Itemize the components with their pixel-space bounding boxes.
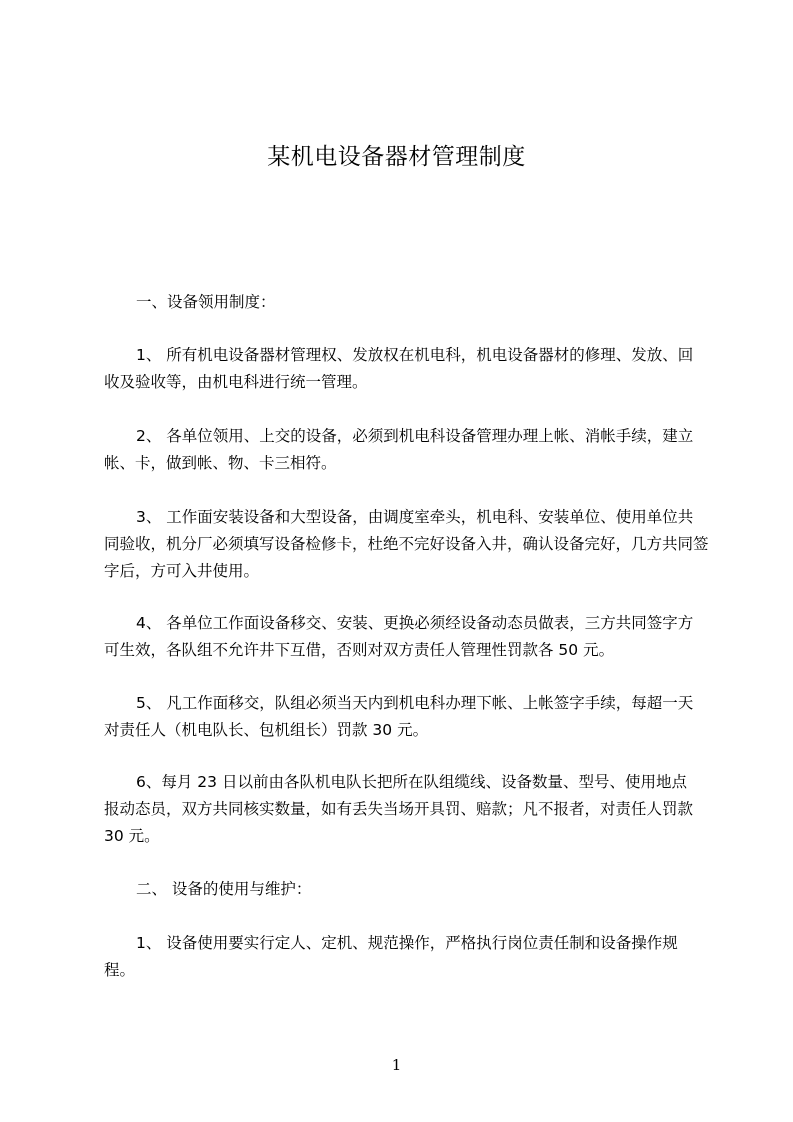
- paragraph-6-line-1: 6、每月 23 日以前由各队机电队长把所在队组缆线、设备数量、型号、使用地点: [136, 773, 687, 791]
- paragraph-3-line-2: 同验收，机分厂必须填写设备检修卡，杜绝不完好设备入井，确认设备完好，几方共同签: [104, 535, 709, 553]
- paragraph-7-line-2: 程。: [104, 961, 136, 979]
- paragraph-5-line-1: 5、 凡工作面移交，队组必须当天内到机电科办理下帐、上帐签字手续，每超一天: [136, 694, 694, 712]
- paragraph-1-line-1: 1、 所有机电设备器材管理权、发放权在机电科，机电设备器材的修理、发放、回: [136, 346, 694, 364]
- paragraph-2-line-2: 帐、卡，做到帐、物、卡三相符。: [104, 454, 337, 472]
- paragraph-6-line-2: 报动态员，双方共同核实数量，如有丢失当场开具罚、赔款；凡不报者，对责任人罚款: [104, 800, 694, 818]
- paragraph-3-line-1: 3、 工作面安装设备和大型设备，由调度室牵头，机电科、安装单位、使用单位共: [136, 508, 694, 526]
- paragraph-3-line-3: 字后，方可入井使用。: [104, 562, 260, 580]
- paragraph-4-line-1: 4、 各单位工作面设备移交、安装、更换必须经设备动态员做表，三方共同签字方: [136, 614, 694, 632]
- paragraph-1-line-2: 收及验收等，由机电科进行统一管理。: [104, 373, 368, 391]
- paragraph-6-line-3: 30 元。: [104, 827, 160, 845]
- paragraph-5-line-2: 对责任人（机电队长、包机组长）罚款 30 元。: [104, 721, 429, 739]
- paragraph-4-line-2: 可生效，各队组不允许井下互借，否则对双方责任人管理性罚款各 50 元。: [104, 641, 615, 659]
- paragraph-7-line-1: 1、 设备使用要实行定人、定机、规范操作，严格执行岗位责任制和设备操作规: [136, 934, 678, 952]
- section-heading-use-and-maintenance: 二、 设备的使用与维护：: [136, 880, 312, 898]
- paragraph-2-line-1: 2、 各单位领用、上交的设备，必须到机电科设备管理办理上帐、消帐手续，建立: [136, 427, 694, 445]
- section-heading-equipment-requisition: 一、设备领用制度：: [136, 293, 276, 311]
- document-title: 某机电设备器材管理制度: [267, 144, 526, 170]
- page-number: 1: [391, 1056, 402, 1074]
